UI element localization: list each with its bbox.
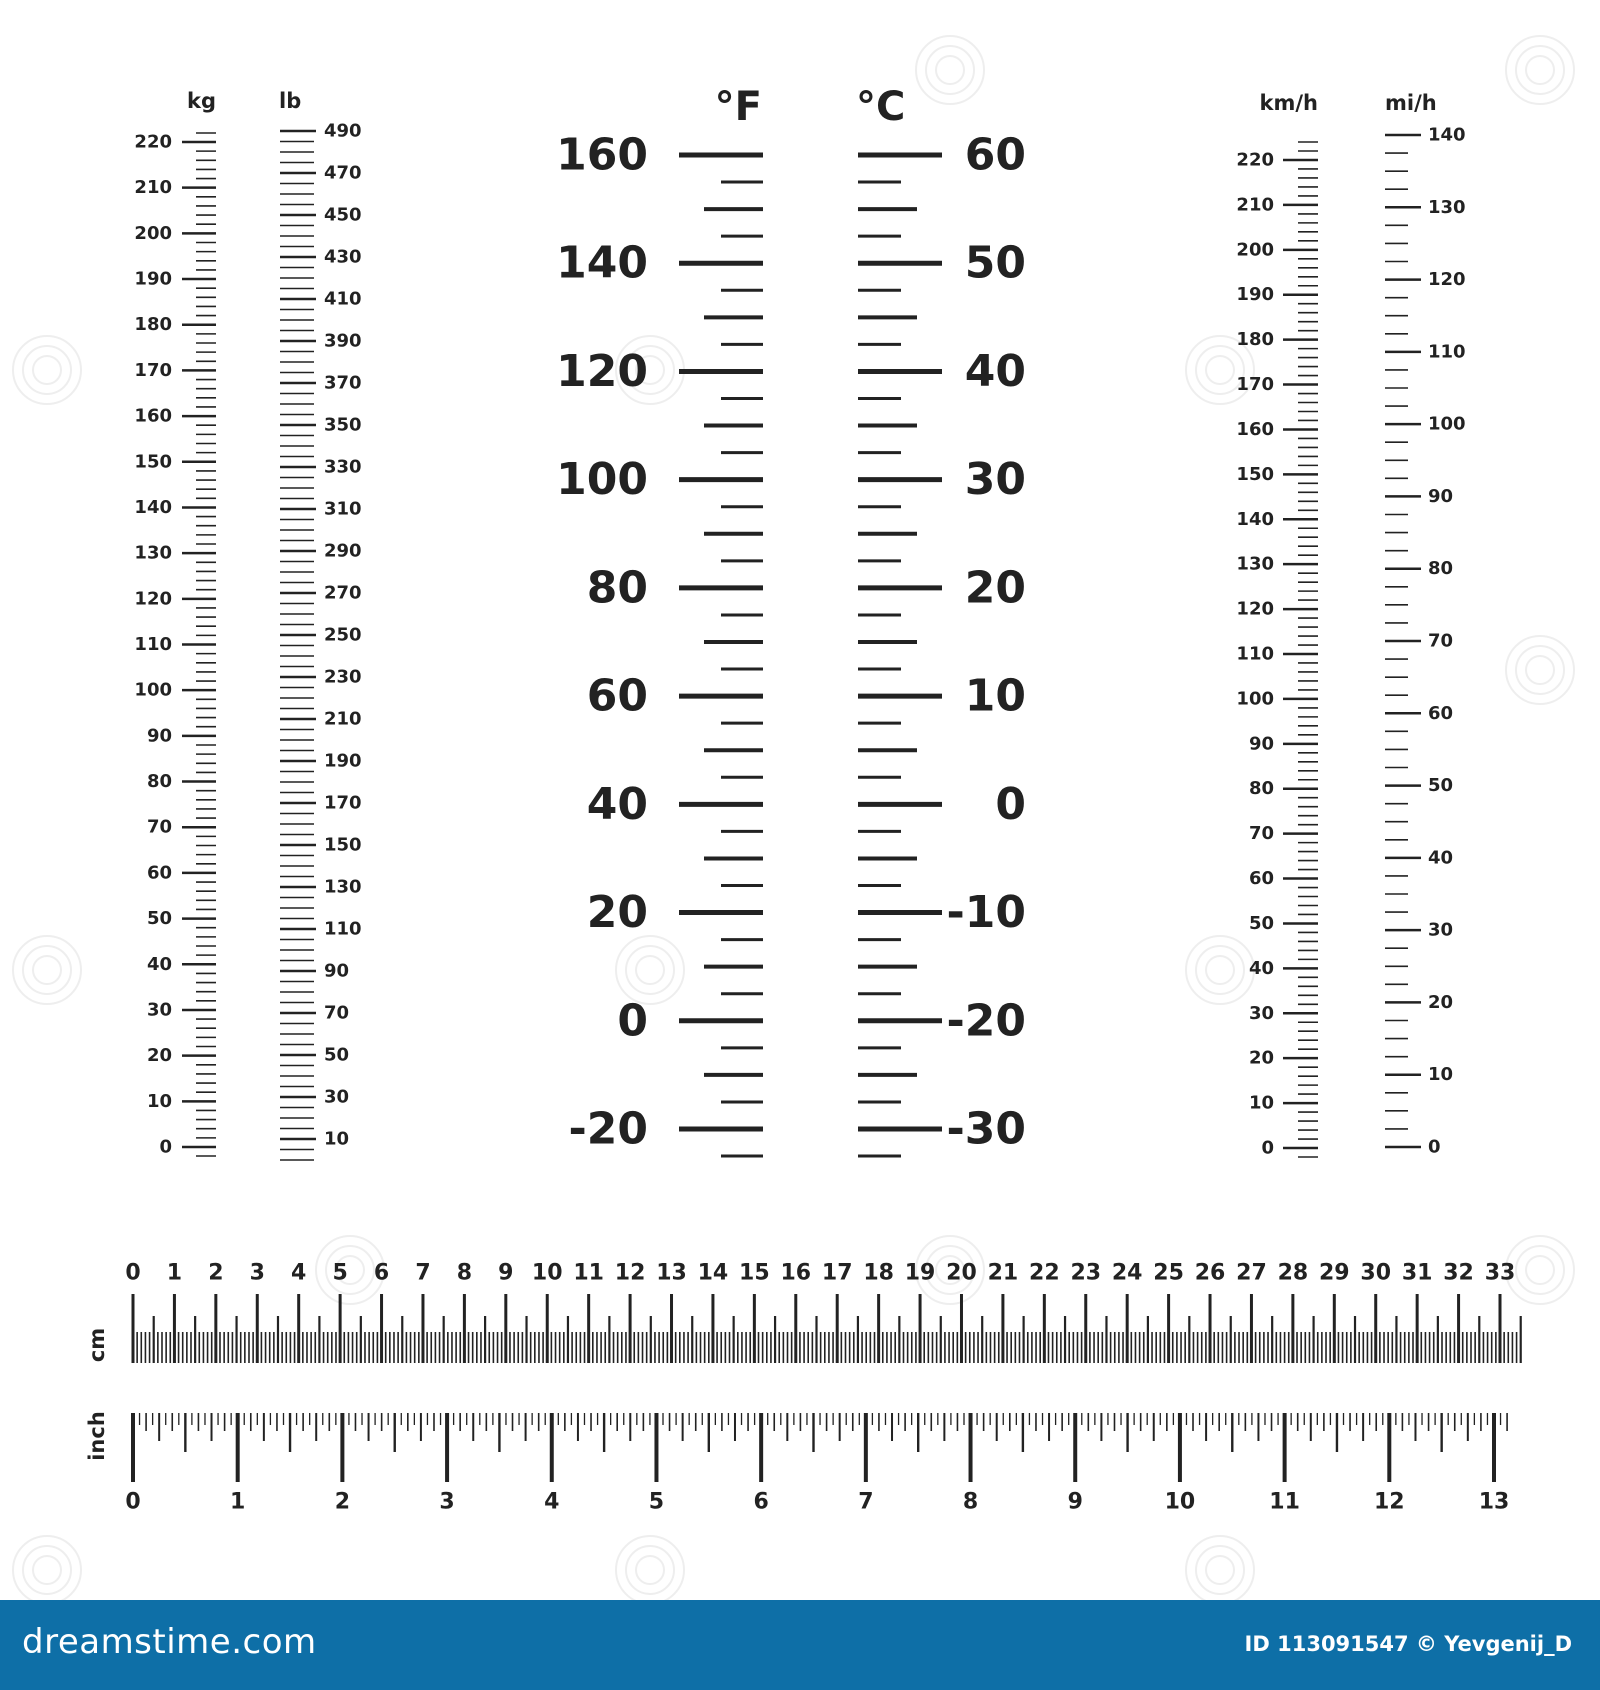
watermark-ring bbox=[1526, 1256, 1554, 1284]
inch-tick-label: 8 bbox=[962, 1489, 979, 1515]
kmh-tick-label: 160 bbox=[1236, 418, 1274, 440]
cm-tick-label: 20 bbox=[946, 1260, 977, 1286]
lb-unit-label: lb bbox=[279, 89, 302, 113]
cm-tick-label: 27 bbox=[1236, 1260, 1267, 1286]
cm-unit-label: cm bbox=[85, 1327, 109, 1363]
inch-tick-label: 3 bbox=[439, 1489, 455, 1515]
kg-tick-label: 160 bbox=[134, 405, 172, 427]
fahrenheit-tick-label: -20 bbox=[568, 1103, 648, 1155]
kg-scale bbox=[134, 89, 216, 1158]
kmh-tick-label: 80 bbox=[1248, 778, 1274, 800]
fahrenheit-tick-label: 20 bbox=[586, 887, 648, 939]
kmh-tick-label: 10 bbox=[1248, 1092, 1274, 1114]
kmh-scale bbox=[1236, 91, 1318, 1159]
kg-tick-label: 150 bbox=[134, 451, 172, 473]
watermark-ring bbox=[23, 1546, 71, 1594]
watermark-ring bbox=[1526, 656, 1554, 684]
celsius-tick-label: 50 bbox=[964, 237, 1026, 289]
cm-tick-label: 29 bbox=[1318, 1260, 1350, 1286]
lb-tick-label: 390 bbox=[324, 330, 362, 352]
lb-scale bbox=[279, 89, 362, 1160]
mph-scale bbox=[1385, 91, 1466, 1158]
kg-tick-label: 30 bbox=[146, 999, 172, 1021]
kg-tick-label: 10 bbox=[146, 1090, 172, 1112]
celsius-tick-label: -10 bbox=[946, 887, 1026, 939]
kg-tick-label: 190 bbox=[134, 268, 172, 290]
kmh-tick-label: 30 bbox=[1248, 1002, 1274, 1024]
lb-tick-label: 270 bbox=[324, 582, 362, 604]
kg-tick-label: 220 bbox=[134, 131, 172, 153]
kmh-tick-label: 50 bbox=[1248, 912, 1274, 934]
watermark-ring bbox=[1206, 356, 1234, 384]
lb-tick-label: 450 bbox=[324, 204, 362, 226]
lb-tick-label: 250 bbox=[324, 624, 362, 646]
cm-tick-label: 13 bbox=[656, 1260, 687, 1286]
cm-tick-label: 8 bbox=[456, 1260, 473, 1286]
kmh-tick-label: 110 bbox=[1236, 643, 1274, 665]
celsius-unit-label: °C bbox=[856, 84, 906, 130]
mph-tick-label: 130 bbox=[1428, 196, 1466, 218]
fahrenheit-tick-label: 100 bbox=[556, 454, 648, 506]
kmh-tick-label: 180 bbox=[1236, 329, 1274, 351]
kmh-tick-label: 200 bbox=[1236, 239, 1274, 261]
lb-tick-label: 10 bbox=[324, 1128, 350, 1150]
mph-tick-label: 30 bbox=[1428, 919, 1454, 941]
mph-tick-label: 20 bbox=[1428, 991, 1454, 1013]
mph-tick-label: 100 bbox=[1428, 413, 1466, 435]
celsius-tick-label: -30 bbox=[946, 1103, 1026, 1155]
cm-tick-label: 1 bbox=[166, 1260, 183, 1286]
inch-tick-label: 9 bbox=[1067, 1489, 1083, 1515]
watermark-ring bbox=[636, 1556, 664, 1584]
cm-ruler bbox=[85, 1261, 1521, 1364]
watermark-ring bbox=[23, 946, 71, 994]
cm-tick-label: 28 bbox=[1277, 1260, 1309, 1286]
lb-tick-label: 430 bbox=[324, 246, 362, 268]
watermark-ring bbox=[926, 46, 974, 94]
watermark-ring bbox=[23, 346, 71, 394]
cm-tick-label: 18 bbox=[863, 1260, 894, 1286]
kmh-unit-label: km/h bbox=[1259, 91, 1318, 115]
lb-tick-label: 370 bbox=[324, 372, 362, 394]
celsius-tick-label: -20 bbox=[946, 995, 1026, 1047]
cm-tick-label: 25 bbox=[1153, 1260, 1184, 1286]
celsius-tick-label: 60 bbox=[964, 129, 1026, 181]
cm-tick-label: 9 bbox=[498, 1260, 514, 1286]
kmh-tick-label: 170 bbox=[1236, 374, 1274, 396]
kg-tick-label: 80 bbox=[146, 771, 172, 793]
fahrenheit-tick-label: 160 bbox=[556, 129, 648, 181]
cm-tick-label: 32 bbox=[1443, 1260, 1474, 1286]
lb-tick-label: 230 bbox=[324, 666, 362, 688]
cm-tick-label: 19 bbox=[904, 1260, 936, 1286]
kg-tick-label: 170 bbox=[134, 359, 172, 381]
lb-tick-label: 210 bbox=[324, 708, 362, 730]
watermark-layer bbox=[13, 36, 1574, 1600]
inch-tick-label: 11 bbox=[1269, 1489, 1300, 1515]
celsius-tick-label: 30 bbox=[964, 454, 1026, 506]
watermark-ring bbox=[1516, 46, 1564, 94]
kmh-tick-label: 60 bbox=[1248, 868, 1274, 890]
lb-tick-label: 170 bbox=[324, 792, 362, 814]
lb-tick-label: 350 bbox=[324, 414, 362, 436]
celsius-tick-label: 10 bbox=[964, 670, 1026, 722]
mph-tick-label: 120 bbox=[1428, 269, 1466, 291]
kg-unit-label: kg bbox=[187, 89, 216, 113]
kmh-tick-label: 90 bbox=[1248, 733, 1274, 755]
lb-tick-label: 150 bbox=[324, 834, 362, 856]
watermark-ring bbox=[1196, 1546, 1244, 1594]
lb-tick-label: 110 bbox=[324, 918, 362, 940]
watermark-ring bbox=[1516, 646, 1564, 694]
watermark-ring bbox=[636, 956, 664, 984]
fahrenheit-tick-label: 80 bbox=[586, 562, 648, 614]
mph-tick-label: 70 bbox=[1428, 630, 1454, 652]
kmh-tick-label: 190 bbox=[1236, 284, 1274, 306]
kg-tick-label: 110 bbox=[134, 634, 172, 655]
cm-tick-label: 24 bbox=[1111, 1260, 1143, 1286]
mph-tick-label: 140 bbox=[1428, 124, 1466, 146]
cm-tick-label: 30 bbox=[1360, 1260, 1392, 1286]
cm-tick-label: 22 bbox=[1029, 1260, 1060, 1286]
kg-tick-label: 140 bbox=[134, 496, 172, 518]
lb-tick-label: 470 bbox=[324, 162, 362, 184]
watermark-ring bbox=[626, 1546, 674, 1594]
watermark-ring bbox=[1526, 56, 1554, 84]
lb-tick-label: 290 bbox=[324, 540, 362, 562]
inch-unit-label: inch bbox=[85, 1411, 109, 1461]
inch-tick-label: 1 bbox=[230, 1489, 246, 1515]
kmh-tick-label: 120 bbox=[1236, 598, 1274, 620]
cm-tick-label: 31 bbox=[1401, 1260, 1433, 1286]
inch-tick-label: 7 bbox=[858, 1489, 874, 1515]
kg-tick-label: 50 bbox=[146, 908, 172, 930]
kg-tick-label: 120 bbox=[134, 588, 172, 610]
cm-tick-label: 5 bbox=[332, 1260, 348, 1286]
watermark-ring bbox=[1196, 946, 1244, 994]
kg-tick-label: 20 bbox=[146, 1045, 172, 1067]
cm-tick-label: 7 bbox=[415, 1260, 431, 1286]
inch-tick-label: 2 bbox=[334, 1489, 351, 1515]
kmh-tick-label: 100 bbox=[1236, 688, 1274, 710]
celsius-tick-label: 0 bbox=[995, 778, 1026, 830]
kg-tick-label: 130 bbox=[134, 542, 172, 564]
mph-unit-label: mi/h bbox=[1385, 91, 1437, 115]
watermark-ring bbox=[1516, 1246, 1564, 1294]
inch-tick-label: 6 bbox=[753, 1489, 769, 1515]
kmh-tick-label: 210 bbox=[1236, 194, 1274, 216]
inch-tick-label: 12 bbox=[1373, 1489, 1405, 1515]
watermark-ring bbox=[1206, 956, 1234, 984]
kg-tick-label: 70 bbox=[146, 816, 172, 838]
kmh-tick-label: 220 bbox=[1236, 149, 1274, 171]
lb-tick-label: 190 bbox=[324, 750, 362, 772]
watermark-ring bbox=[1206, 1556, 1234, 1584]
kg-tick-label: 90 bbox=[146, 725, 172, 747]
kmh-tick-label: 130 bbox=[1236, 553, 1274, 575]
cm-tick-label: 21 bbox=[987, 1260, 1019, 1286]
mph-tick-label: 90 bbox=[1428, 485, 1454, 507]
watermark-ring bbox=[626, 946, 674, 994]
watermark-ring bbox=[33, 1556, 61, 1584]
footer-bar bbox=[0, 1600, 1600, 1690]
lb-tick-label: 330 bbox=[324, 456, 362, 478]
cm-tick-label: 12 bbox=[614, 1260, 646, 1286]
kg-tick-label: 100 bbox=[134, 679, 172, 701]
mph-tick-label: 50 bbox=[1428, 775, 1454, 797]
image-credit: ID 113091547 © Yevgenij_D bbox=[1244, 1632, 1572, 1656]
cm-tick-label: 26 bbox=[1194, 1260, 1226, 1286]
lb-tick-label: 70 bbox=[324, 1002, 350, 1024]
watermark-ring bbox=[936, 56, 964, 84]
celsius-tick-label: 20 bbox=[964, 562, 1026, 614]
mph-tick-label: 0 bbox=[1428, 1136, 1441, 1158]
kmh-tick-label: 20 bbox=[1248, 1047, 1274, 1069]
kg-tick-label: 60 bbox=[146, 862, 172, 884]
kg-tick-label: 40 bbox=[146, 953, 172, 975]
kmh-tick-label: 70 bbox=[1248, 823, 1274, 845]
kg-tick-label: 0 bbox=[159, 1136, 172, 1158]
lb-tick-label: 310 bbox=[324, 498, 362, 520]
fahrenheit-tick-label: 0 bbox=[617, 995, 648, 1047]
kmh-tick-label: 0 bbox=[1261, 1137, 1274, 1159]
cm-tick-label: 3 bbox=[249, 1260, 265, 1286]
lb-tick-label: 90 bbox=[324, 960, 350, 982]
kg-tick-label: 180 bbox=[134, 314, 172, 336]
cm-tick-label: 0 bbox=[125, 1260, 141, 1286]
fahrenheit-unit-label: °F bbox=[714, 84, 762, 130]
cm-tick-label: 15 bbox=[739, 1260, 770, 1286]
watermark-ring bbox=[33, 356, 61, 384]
watermark-ring bbox=[33, 956, 61, 984]
lb-tick-label: 50 bbox=[324, 1044, 350, 1066]
mph-tick-label: 60 bbox=[1428, 702, 1454, 724]
cm-tick-label: 6 bbox=[373, 1260, 390, 1286]
mph-tick-label: 10 bbox=[1428, 1064, 1454, 1086]
kg-tick-label: 210 bbox=[134, 177, 172, 199]
mph-tick-label: 80 bbox=[1428, 558, 1454, 580]
cm-tick-label: 2 bbox=[208, 1260, 224, 1286]
kmh-tick-label: 150 bbox=[1236, 463, 1274, 485]
fahrenheit-tick-label: 120 bbox=[556, 345, 648, 397]
lb-tick-label: 490 bbox=[324, 120, 362, 142]
fahrenheit-tick-label: 60 bbox=[586, 670, 648, 722]
mph-tick-label: 40 bbox=[1428, 847, 1454, 869]
brand-logo[interactable]: dreamstime.com bbox=[22, 1622, 317, 1662]
kmh-tick-label: 140 bbox=[1236, 508, 1274, 530]
inch-tick-label: 13 bbox=[1478, 1489, 1510, 1515]
cm-tick-label: 10 bbox=[531, 1260, 563, 1286]
cm-tick-label: 23 bbox=[1070, 1260, 1102, 1286]
celsius-scale bbox=[856, 84, 1026, 1156]
mph-tick-label: 110 bbox=[1428, 341, 1466, 363]
lb-tick-label: 130 bbox=[324, 876, 362, 898]
lb-tick-label: 30 bbox=[324, 1086, 350, 1108]
cm-tick-label: 17 bbox=[821, 1260, 853, 1286]
inch-ruler bbox=[85, 1411, 1509, 1514]
fahrenheit-tick-label: 140 bbox=[556, 237, 648, 289]
inch-tick-label: 5 bbox=[648, 1489, 665, 1515]
cm-tick-label: 4 bbox=[291, 1260, 307, 1286]
celsius-tick-label: 40 bbox=[964, 345, 1026, 397]
cm-tick-label: 14 bbox=[697, 1260, 729, 1286]
lb-tick-label: 410 bbox=[324, 288, 362, 310]
cm-tick-label: 11 bbox=[573, 1260, 604, 1286]
kg-tick-label: 200 bbox=[134, 222, 172, 244]
inch-tick-label: 0 bbox=[125, 1489, 141, 1515]
inch-tick-label: 10 bbox=[1164, 1489, 1196, 1515]
cm-tick-label: 16 bbox=[780, 1260, 812, 1286]
fahrenheit-scale bbox=[556, 84, 763, 1156]
kmh-tick-label: 40 bbox=[1248, 957, 1274, 979]
fahrenheit-tick-label: 40 bbox=[586, 778, 648, 830]
inch-tick-label: 4 bbox=[544, 1489, 560, 1515]
cm-tick-label: 33 bbox=[1484, 1260, 1516, 1286]
